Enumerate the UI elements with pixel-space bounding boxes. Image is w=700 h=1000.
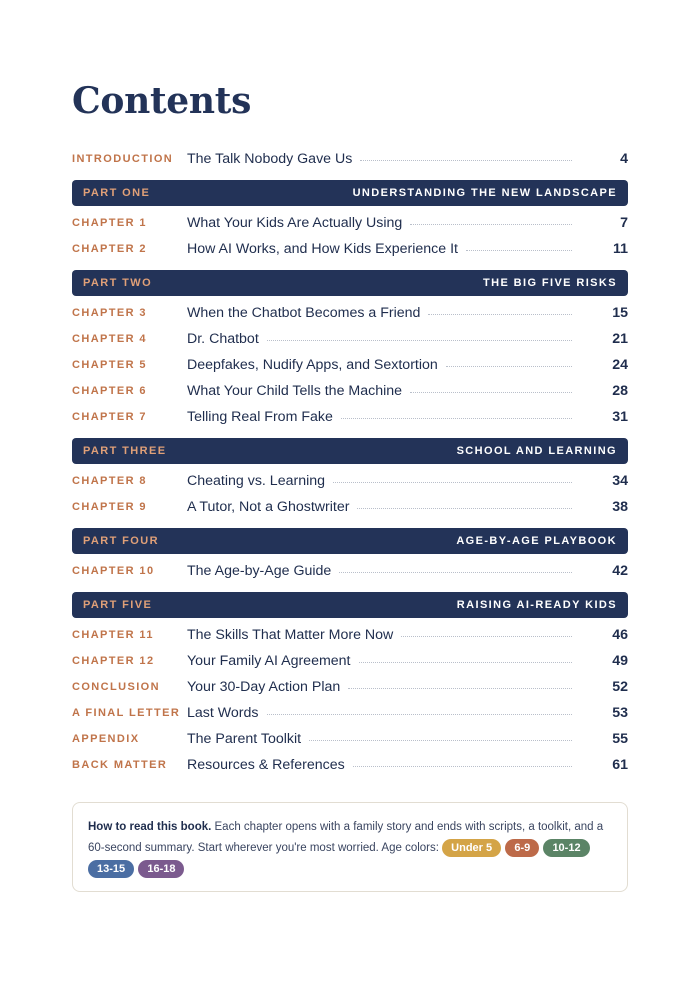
- entry-label: INTRODUCTION: [72, 153, 174, 165]
- part-label: PART ONE: [83, 187, 151, 199]
- entry-page-number: 49: [612, 653, 628, 669]
- entry-page-number: 21: [612, 331, 628, 347]
- toc-entry[interactable]: [72, 404, 628, 430]
- part-header[interactable]: [72, 270, 628, 296]
- entry-label: CHAPTER 2: [72, 243, 147, 255]
- part-label: PART FOUR: [83, 535, 159, 547]
- dot-leader: [428, 314, 572, 315]
- table-of-contents: [72, 78, 628, 778]
- entry-title: When the Chatbot Becomes a Friend: [187, 305, 421, 321]
- dot-leader: [466, 250, 572, 251]
- part-header[interactable]: [72, 528, 628, 554]
- entry-page-number: 28: [612, 383, 628, 399]
- part-title: THE BIG FIVE RISKS: [483, 277, 617, 289]
- dot-leader: [410, 224, 572, 225]
- dot-leader: [359, 662, 572, 663]
- toc-entry[interactable]: [72, 648, 628, 674]
- part-label: PART TWO: [83, 277, 153, 289]
- entry-page-number: 42: [612, 563, 628, 579]
- part-header[interactable]: [72, 438, 628, 464]
- toc-entry[interactable]: [72, 674, 628, 700]
- entry-label: CHAPTER 11: [72, 629, 154, 641]
- toc-entry-introduction[interactable]: [72, 146, 628, 172]
- dot-leader: [333, 482, 572, 483]
- entry-label: CHAPTER 12: [72, 655, 155, 667]
- toc-entry[interactable]: [72, 752, 628, 778]
- dot-leader: [267, 340, 572, 341]
- entry-label: CHAPTER 9: [72, 501, 147, 513]
- entry-title: How AI Works, and How Kids Experience It: [187, 241, 458, 257]
- dot-leader: [401, 636, 572, 637]
- entry-title: The Parent Toolkit: [187, 731, 302, 747]
- entry-label: CHAPTER 5: [72, 359, 147, 371]
- dot-leader: [348, 688, 572, 689]
- entry-title: The Age-by-Age Guide: [187, 563, 332, 579]
- toc-entry[interactable]: [72, 300, 628, 326]
- entry-title: Your Family AI Agreement: [187, 653, 351, 669]
- entry-title: Telling Real From Fake: [187, 409, 333, 425]
- part-title: SCHOOL AND LEARNING: [456, 445, 617, 457]
- dot-leader: [339, 572, 572, 573]
- entry-label: CHAPTER 6: [72, 385, 147, 397]
- age-pill: Under 5: [442, 839, 501, 857]
- entry-title: Resources & References: [187, 757, 345, 773]
- toc-entry[interactable]: [72, 726, 628, 752]
- entry-page-number: 46: [612, 627, 628, 643]
- entry-label: CHAPTER 1: [72, 217, 147, 229]
- entry-label: A FINAL LETTER: [72, 707, 181, 719]
- age-pill: 16-18: [138, 860, 184, 878]
- entry-page-number: 11: [613, 241, 628, 257]
- dot-leader: [446, 366, 572, 367]
- entry-page-number: 52: [612, 679, 628, 695]
- entry-title: What Your Kids Are Actually Using: [187, 215, 403, 231]
- part-header[interactable]: [72, 592, 628, 618]
- entry-label: CHAPTER 4: [72, 333, 147, 345]
- part-label: PART FIVE: [83, 599, 153, 611]
- dot-leader: [353, 766, 572, 767]
- entry-title: Your 30-Day Action Plan: [187, 679, 341, 695]
- dot-leader: [309, 740, 572, 741]
- note-lead: How to read this book.: [88, 821, 212, 833]
- age-pill: 13-15: [88, 860, 134, 878]
- dot-leader: [341, 418, 572, 419]
- toc-entry[interactable]: [72, 210, 628, 236]
- part-title: RAISING AI-READY KIDS: [456, 599, 617, 611]
- toc-entry[interactable]: [72, 494, 628, 520]
- entry-title: Last Words: [187, 705, 259, 721]
- entry-page-number: 53: [612, 705, 628, 721]
- entry-label: APPENDIX: [72, 733, 140, 745]
- age-pill: 6-9: [505, 839, 539, 857]
- part-header[interactable]: [72, 180, 628, 206]
- entry-title: A Tutor, Not a Ghostwriter: [187, 499, 350, 515]
- entry-label: CHAPTER 8: [72, 475, 147, 487]
- dot-leader: [410, 392, 572, 393]
- entry-label: CHAPTER 3: [72, 307, 147, 319]
- entry-page-number: 38: [612, 499, 628, 515]
- entry-page-number: 4: [620, 151, 628, 167]
- entry-page-number: 24: [612, 357, 628, 373]
- entry-page-number: 15: [612, 305, 628, 321]
- entry-page-number: 61: [612, 757, 628, 773]
- entry-page-number: 31: [612, 409, 628, 425]
- toc-entry[interactable]: [72, 236, 628, 262]
- toc-entry[interactable]: [72, 622, 628, 648]
- entry-label: CHAPTER 7: [72, 411, 147, 423]
- dot-leader: [267, 714, 573, 715]
- toc-entry[interactable]: [72, 700, 628, 726]
- entry-label: BACK MATTER: [72, 759, 168, 771]
- dot-leader: [357, 508, 572, 509]
- toc-entry[interactable]: [72, 468, 628, 494]
- entry-title: Cheating vs. Learning: [187, 473, 326, 489]
- toc-entry[interactable]: [72, 352, 628, 378]
- toc-entry[interactable]: [72, 378, 628, 404]
- reading-note: [72, 802, 628, 892]
- dot-leader: [360, 160, 572, 161]
- entry-title: Dr. Chatbot: [187, 331, 259, 347]
- part-title: UNDERSTANDING THE NEW LANDSCAPE: [352, 187, 617, 199]
- entry-page-number: 55: [612, 731, 628, 747]
- age-pill: 10-12: [543, 839, 589, 857]
- entry-title: The Talk Nobody Gave Us: [187, 151, 353, 167]
- page-title: Contents: [72, 80, 252, 122]
- entry-title: The Skills That Matter More Now: [187, 627, 394, 643]
- part-label: PART THREE: [83, 445, 167, 457]
- parts-list: [72, 180, 628, 778]
- part-title: AGE-BY-AGE PLAYBOOK: [456, 535, 617, 547]
- entry-page-number: 34: [612, 473, 628, 489]
- entry-page-number: 7: [620, 215, 628, 231]
- entry-title: What Your Child Tells the Machine: [187, 383, 403, 399]
- entry-label: CONCLUSION: [72, 681, 160, 693]
- toc-entry[interactable]: [72, 558, 628, 584]
- entry-label: CHAPTER 10: [72, 565, 155, 577]
- toc-entry[interactable]: [72, 326, 628, 352]
- note-text: Each chapter opens with a family story and ends with scripts, a toolkit, and a 60-second summary. Start wherever you're most worried. Age colors:: [88, 821, 604, 854]
- entry-title: Deepfakes, Nudify Apps, and Sextortion: [187, 357, 438, 373]
